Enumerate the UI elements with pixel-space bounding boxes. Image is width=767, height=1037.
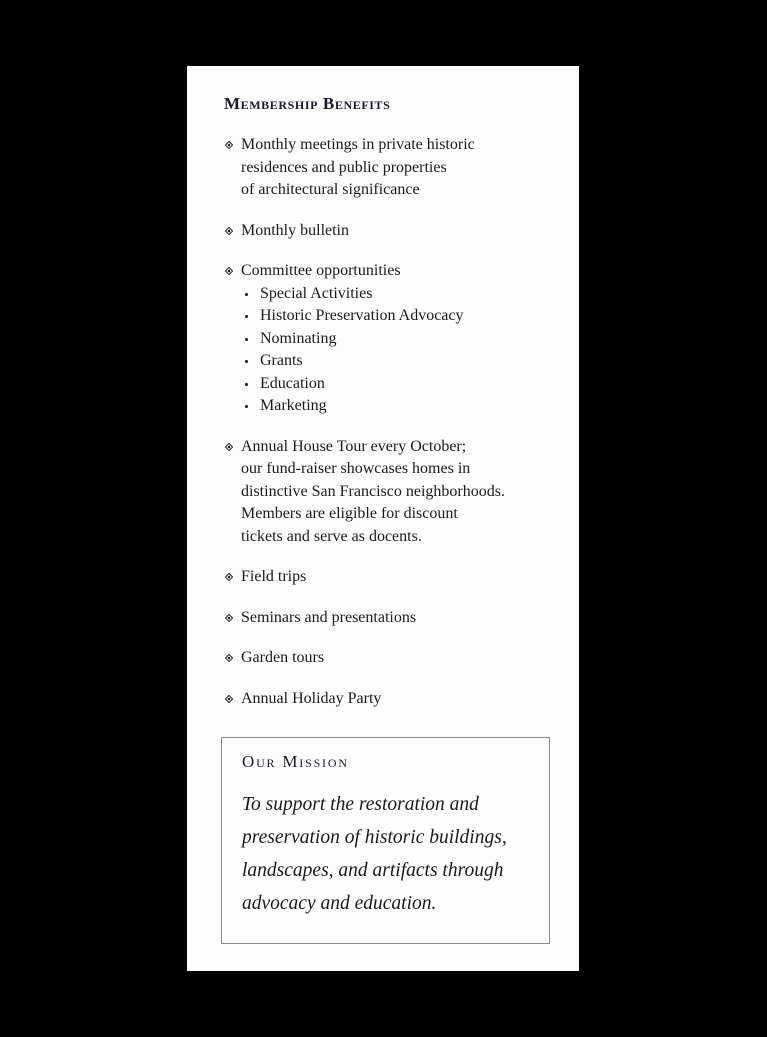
committee-subitem: [241, 395, 564, 418]
mission-title: Our Mission: [242, 752, 349, 771]
benefit-text-line: distinctive San Francisco neighborhoods.: [241, 482, 505, 500]
brochure-panel: [187, 66, 579, 971]
benefit-item: [224, 134, 564, 202]
benefit-item: [224, 688, 564, 711]
committee-subitem-label: Nominating: [260, 329, 337, 347]
diamond-bullet-icon: [225, 614, 233, 622]
committee-subitem-label: Education: [260, 374, 325, 392]
benefit-text-line: Annual House Tour every October;: [241, 437, 467, 455]
mission-text-line: To support the restoration and: [242, 794, 479, 815]
mission-text-line: preservation of historic buildings,: [242, 827, 507, 848]
benefit-text-line: Members are eligible for discount: [241, 505, 458, 522]
benefit-text-line: tickets and serve as docents.: [241, 527, 422, 545]
diamond-bullet-icon: [225, 654, 233, 662]
mission-text-line: advocacy and education.: [242, 893, 437, 914]
bullet-dot-icon: [245, 315, 248, 318]
benefit-text-line: Monthly bulletin: [241, 221, 349, 239]
diamond-bullet-icon: [225, 695, 233, 703]
committee-subitem: [241, 283, 564, 306]
bullet-dot-icon: [245, 383, 248, 386]
benefits-list: [224, 134, 564, 728]
bullet-dot-icon: [245, 360, 248, 363]
benefit-text-line: Monthly meetings in private historic: [241, 136, 475, 153]
diamond-bullet-icon: [225, 141, 233, 149]
mission-box: [221, 737, 550, 944]
benefit-item: [224, 436, 564, 549]
committee-subitem: [241, 305, 564, 328]
benefit-item: [224, 220, 564, 243]
mission-statement: [242, 788, 537, 920]
diamond-bullet-icon: [225, 267, 233, 275]
committee-subitem: [241, 373, 564, 396]
diamond-bullet-icon: [225, 573, 233, 581]
bullet-dot-icon: [245, 405, 248, 408]
benefit-text-line: Committee opportunities: [241, 262, 401, 279]
benefit-text-line: residences and public properties: [241, 158, 447, 176]
committee-sublist: [241, 283, 564, 418]
committee-subitem-label: Grants: [260, 352, 303, 369]
membership-benefits-heading: Membership Benefits: [224, 94, 391, 113]
benefit-item: [224, 260, 564, 418]
benefit-text-line: Annual Holiday Party: [241, 689, 382, 707]
bullet-dot-icon: [245, 293, 248, 296]
benefit-text-line: of architectural significance: [241, 181, 420, 198]
benefit-text-line: Garden tours: [241, 649, 325, 666]
benefit-item: [224, 566, 564, 589]
bullet-dot-icon: [245, 338, 248, 341]
diamond-bullet-icon: [225, 443, 233, 451]
committee-subitem: [241, 350, 564, 373]
committee-subitem: [241, 328, 564, 351]
committee-subitem-label: Historic Preservation Advocacy: [260, 307, 464, 324]
mission-text-line: landscapes, and artifacts through: [242, 860, 504, 881]
committee-subitem-label: Marketing: [260, 397, 327, 414]
committee-subitem-label: Special Activities: [260, 284, 373, 302]
benefit-text-line: Field trips: [241, 568, 307, 585]
benefit-item: [224, 607, 564, 630]
benefit-item: [224, 647, 564, 670]
diamond-bullet-icon: [225, 227, 233, 235]
benefit-text-line: Seminars and presentations: [241, 608, 417, 626]
benefit-text-line: our fund-raiser showcases homes in: [241, 460, 471, 477]
